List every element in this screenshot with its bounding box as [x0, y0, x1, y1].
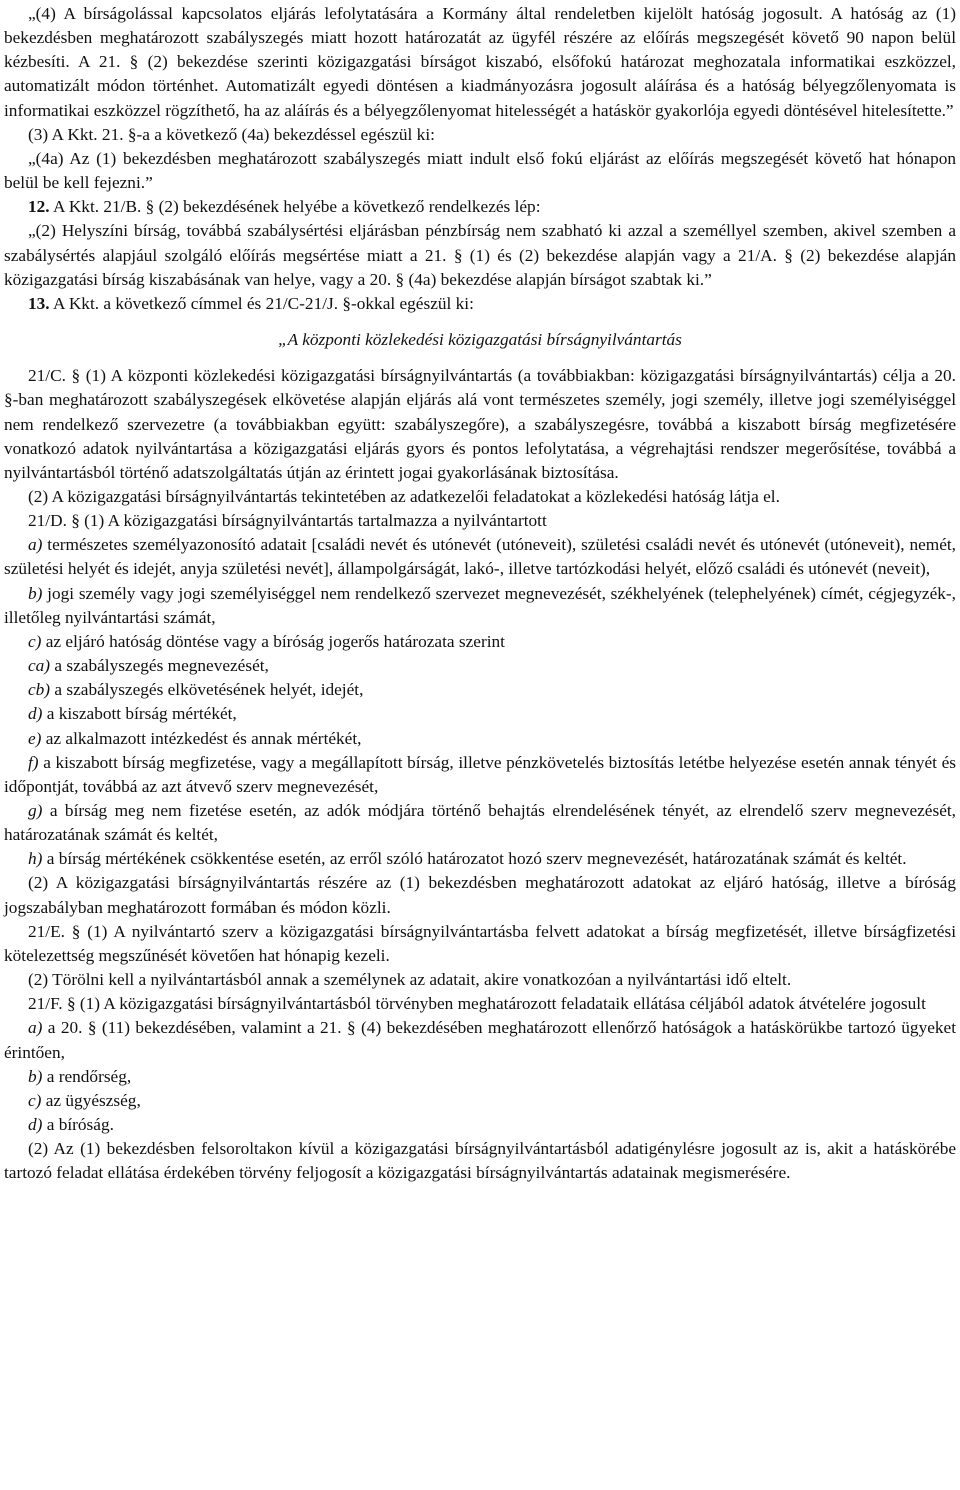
list-marker: h): [28, 849, 43, 869]
list-text: a szabályszegés megnevezését,: [50, 656, 269, 676]
list-item-c: [4, 630, 956, 654]
list-item-cb: [4, 678, 956, 702]
list-item-fb: [4, 1065, 956, 1089]
list-marker: d): [28, 704, 43, 724]
list-text: jogi személy vagy jogi személyiséggel nem rendelkező szervezet megnevezését, székhelyének (telephelyének) címét, cégjegyzék-, illetőleg nyilvántartási számát,: [4, 583, 956, 627]
list-item-a: [4, 533, 956, 581]
list-item-fc: [4, 1089, 956, 1113]
list-text: a 20. § (11) bekezdésében, valamint a 21. § (4) bekezdésében meghatározott ellenőrző hatóságok a hatáskörükbe tartozó ügyeket érintően,: [4, 1018, 956, 1062]
section-text: A Kkt. 21/B. § (2) bekezdésének helyébe a következő rendelkezés lép:: [49, 197, 541, 217]
section-13: [4, 292, 956, 316]
chapter-heading: „A központi közlekedési közigazgatási bírságnyilvántartás: [278, 330, 682, 350]
list-marker: b): [28, 583, 43, 603]
list-text: az ügyészség,: [41, 1090, 141, 1110]
paragraph-3-kkt-21: (3) A Kkt. 21. §-a a következő (4a) bekezdéssel egészül ki:: [28, 124, 435, 144]
list-marker: b): [28, 1066, 43, 1086]
paragraph-21c-1: 21/C. § (1) A központi közlekedési közigazgatási bírságnyilvántartás (a továbbiakban: közigazgatási bírságnyilvántartás) célja a 20. §-ban meghatározott szabályszegések elkövetése alapján eljárás alá vont természetes személy, jogi személy, illetve jogi személyiséggel nem rendelkező szervezetre (a továbbiakban együtt: szabályszegőre), a szabályszegésre, továbbá a kiszabott bírság megfizetésére vonatkozó adatok nyilvántartása a közigazgatási eljárás gyors és pontos lefolytatása, a végrehajtási rendszer megerősítése, továbbá a nyilvántartásból történő adatszolgáltatás útján az érintett jogai gyakorlásának biztosítása.: [4, 366, 956, 482]
list-marker: c): [28, 1090, 42, 1110]
list-text: a szabályszegés elkövetésének helyét, idejét,: [50, 680, 364, 700]
list-marker: ca): [28, 656, 51, 676]
section-number: 13.: [28, 293, 50, 313]
paragraph-21c-2: (2) A közigazgatási bírságnyilvántartás tekintetében az adatkezelői feladatokat a közlekedési hatóság látja el.: [28, 486, 780, 506]
list-marker: a): [28, 535, 43, 555]
list-marker: cb): [28, 680, 51, 700]
list-item-g: [4, 799, 956, 847]
list-marker: c): [28, 631, 42, 651]
paragraph-4: „(4) A bírságolással kapcsolatos eljárás lefolytatására a Kormány által rendeletben kijelölt hatóság jogosult. A hatóság az (1) bekezdésben meghatározott szabályszegés miatt hozott határozatát az ügyfél részére az előírás megszegését követő 90 napon belül kézbesíti. A 21. § (2) bekezdése szerinti közigazgatási bírságot kiszabó, elsőfokú határozat meghozatala informatikai eszközzel, automatizált módon történhet. Automatizált egyedi döntésen a kiadmányozásra jogosult aláírása és a hatóság bélyegzőlenyomata is informatikai eszközzel rögzíthető, ha az aláírás és a bélyegzőlenyomat hitelességét a hatáskör gyakorlója egyedi döntésével hitelesítette.”: [4, 4, 956, 120]
paragraph-21d-1: 21/D. § (1) A közigazgatási bírságnyilvántartás tartalmazza a nyilvántartott: [28, 511, 547, 531]
list-item-b: [4, 582, 956, 630]
list-marker: e): [28, 728, 42, 748]
list-text: a rendőrség,: [42, 1066, 132, 1086]
list-text: az alkalmazott intézkedést és annak mértékét,: [41, 728, 362, 748]
list-text: a kiszabott bírság megfizetése, vagy a megállapított bírság, illetve pénzkövetelés biztosítás letétbe helyezése esetén annak tényét és időpontját, továbbá az azt átvevő szerv megnevezését,: [4, 752, 956, 796]
list-marker: g): [28, 801, 43, 820]
section-number: 12.: [28, 197, 50, 217]
list-item-e: [4, 727, 956, 751]
paragraph-4a: „(4a) Az (1) bekezdésben meghatározott szabályszegés miatt indult első fokú eljárást az előírás megszegését követő hat hónapon belül be kell fejezni.”: [4, 148, 956, 193]
list-item-f: [4, 751, 956, 799]
paragraph-21b-2: „(2) Helyszíni bírság, továbbá szabálysértési eljárásban pénzbírság nem szabható ki azzal a személlyel szemben, akivel szemben a szabálysértés alapjául szolgáló előírás megsértése miatt a 21. § (1) és (2) bekezdése alapján vagy a 21/A. § (2) bekezdése alapján közigazgatási bírság kiszabásának van helye, vagy a 20. § (4a) bekezdése alapján bírságot szabtak ki.”: [4, 221, 956, 289]
list-text: a bírság mértékének csökkentése esetén, az erről szóló határozatot hozó szerv megnevezését, határozatának számát és keltét.: [42, 849, 907, 869]
paragraph-21e-2: (2) Törölni kell a nyilvántartásból annak a személynek az adatait, akire vonatkozóan a nyilvántartási idő eltelt.: [28, 970, 792, 990]
list-text: természetes személyazonosító adatait [családi nevét és utónevét (utóneveit), születési családi nevét és utónevét (utóneveit), nemét, születési helyét és idejét, anyja születési nevét], állampolgárságát, lakó-, illetve tartózkodási helyét, előző családi és utónevét (neveit),: [4, 535, 956, 579]
paragraph-21d-2: (2) A közigazgatási bírságnyilvántartás részére az (1) bekezdésben meghatározott adatokat az eljáró hatóság, illetve a bíróság jogszabályban meghatározott formában és módon közli.: [4, 873, 956, 917]
list-item-fa: [4, 1016, 956, 1064]
list-marker: a): [28, 1018, 43, 1038]
list-marker: f): [28, 752, 39, 772]
list-text: a bíróság.: [42, 1115, 114, 1135]
list-item-ca: [4, 654, 956, 678]
list-text: a kiszabott bírság mértékét,: [42, 704, 237, 724]
paragraph-21f-1: 21/F. § (1) A közigazgatási bírságnyilvántartásból törvényben meghatározott feladataik ellátása céljából adatok átvételére jogosult: [28, 994, 926, 1014]
list-marker: d): [28, 1115, 43, 1135]
list-text: az eljáró hatóság döntése vagy a bíróság jogerős határozata szerint: [41, 631, 505, 651]
list-item-d: [4, 702, 956, 726]
list-item-fd: [4, 1113, 956, 1137]
list-text: a bírság meg nem fizetése esetén, az adók módjára történő behajtás elrendelésének tényét, az elrendelő szerv megnevezését, határozatának számát és keltét,: [4, 801, 956, 845]
paragraph-21f-2: (2) Az (1) bekezdésben felsoroltakon kívül a közigazgatási bírságnyilvántartásból adatigénylésre jogosult az is, akit a hatáskörébe tartozó feladat ellátása érdekében törvény feljogosít a közigazgatási bírságnyilvántartás adatainak megismerésére.: [4, 1139, 956, 1183]
section-text: A Kkt. a következő címmel és 21/C-21/J. §-okkal egészül ki:: [49, 293, 474, 313]
paragraph-21e-1: 21/E. § (1) A nyilvántartó szerv a közigazgatási bírságnyilvántartásba felvett adatokat a bírság megfizetését, illetve bírságfizetési kötelezettség megszűnését követően hat hónapig kezeli.: [4, 921, 956, 965]
section-12: [4, 195, 956, 219]
list-item-h: [4, 847, 956, 871]
